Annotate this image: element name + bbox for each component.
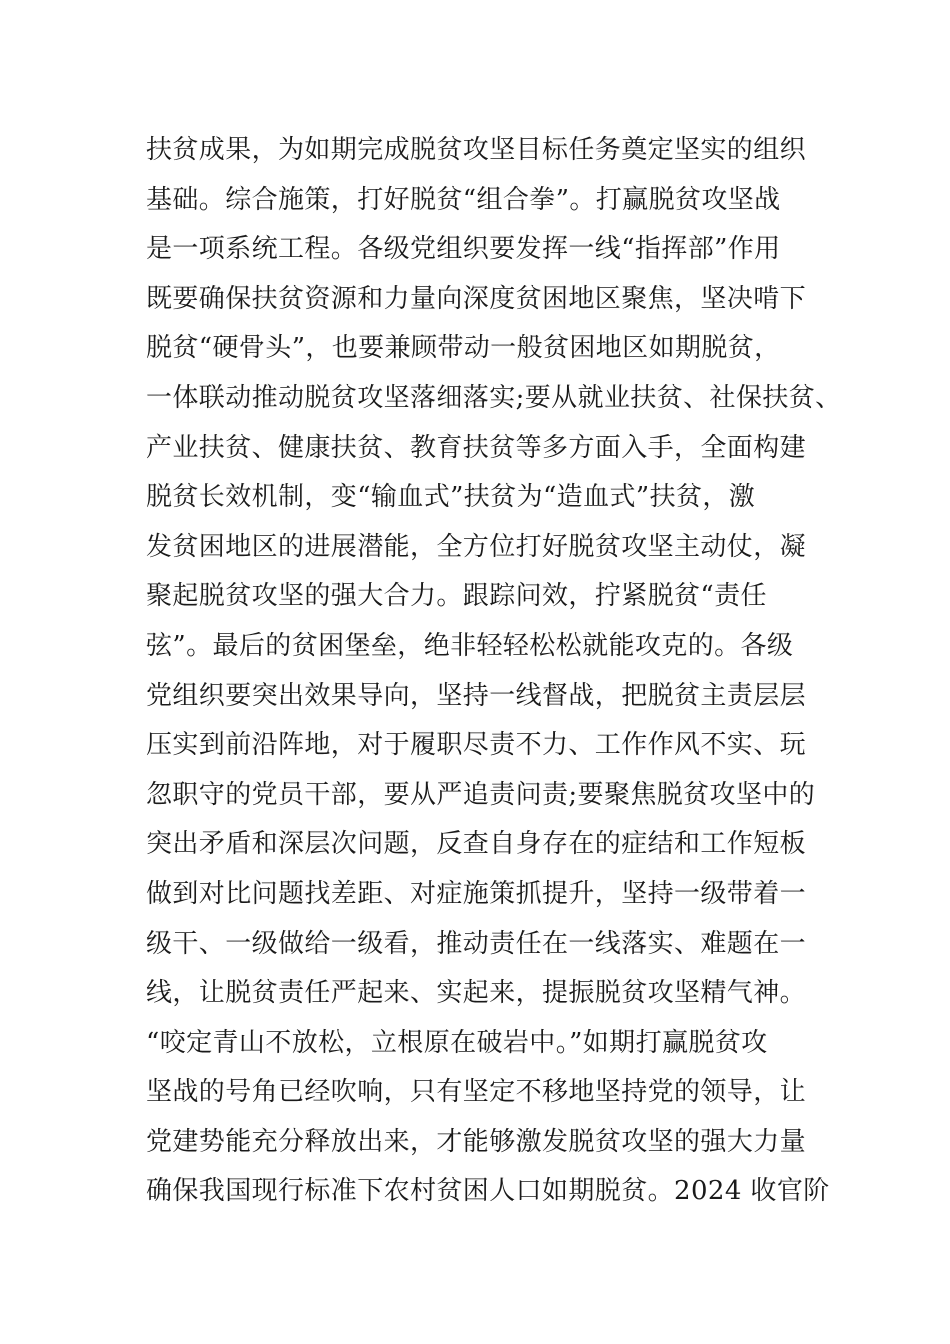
body-text: [146, 126, 842, 1217]
text-line: 是一项系统工程。各级党组织要发挥一线“指挥部”作用: [146, 234, 781, 265]
text-line: 一体联动推动脱贫攻坚落细落实;要从就业扶贫、社保扶贫、: [146, 382, 842, 413]
text-line: 确保我国现行标准下农村贫困人口如期脱贫。2024 收官阶: [146, 1176, 830, 1207]
text-line: 突出矛盾和深层次问题，反查自身存在的症结和工作短板: [146, 829, 807, 860]
text-line: 发贫困地区的进展潜能，全方位打好脱贫攻坚主动仗，凝: [146, 531, 807, 562]
text-line: 聚起脱贫攻坚的强大合力。跟踪问效，拧紧脱贫“责任: [146, 581, 767, 612]
text-line: 做到对比问题找差距、对症施策抓提升，坚持一级带着一: [146, 878, 807, 909]
text-line: 扶贫成果，为如期完成脱贫攻坚目标任务奠定坚实的组织: [146, 135, 807, 165]
text-line: 既要确保扶贫资源和力量向深度贫困地区聚焦，坚决啃下: [146, 283, 807, 314]
text-line: 忽职守的党员干部，要从严追责问责;要聚焦脱贫攻坚中的: [146, 779, 816, 810]
text-line: 弦”。最后的贫困堡垒，绝非轻轻松松就能攻克的。各级: [146, 630, 794, 661]
text-line: 党组织要突出效果导向，坚持一线督战，把脱贫主责层层: [146, 680, 807, 711]
text-line: 党建势能充分释放出来，才能够激发脱贫攻坚的强大力量: [146, 1126, 807, 1157]
text-line: 线，让脱贫责任严起来、实起来，提振脱贫攻坚精气神。: [146, 978, 807, 1009]
text-line: 脱贫“硬骨头”，也要兼顾带动一般贫困地区如期脱贫，: [146, 333, 781, 364]
text-line: “咬定青山不放松，立根原在破岩中。”如期打赢脱贫攻: [146, 1027, 768, 1058]
text-line: 基础。综合施策，打好脱贫“组合拳”。打赢脱贫攻坚战: [146, 184, 781, 215]
text-line: 产业扶贫、健康扶贫、教育扶贫等多方面入手，全面构建: [146, 432, 807, 463]
text-line: 坚战的号角已经吹响，只有坚定不移地坚持党的领导，让: [146, 1077, 807, 1108]
text-line: 压实到前沿阵地，对于履职尽责不力、工作作风不实、玩: [146, 730, 807, 761]
text-line: 脱贫长效机制，变“输血式”扶贫为“造血式”扶贫，激: [146, 482, 756, 513]
text-line: 级干、一级做给一级看，推动责任在一线落实、难题在一: [146, 928, 807, 959]
